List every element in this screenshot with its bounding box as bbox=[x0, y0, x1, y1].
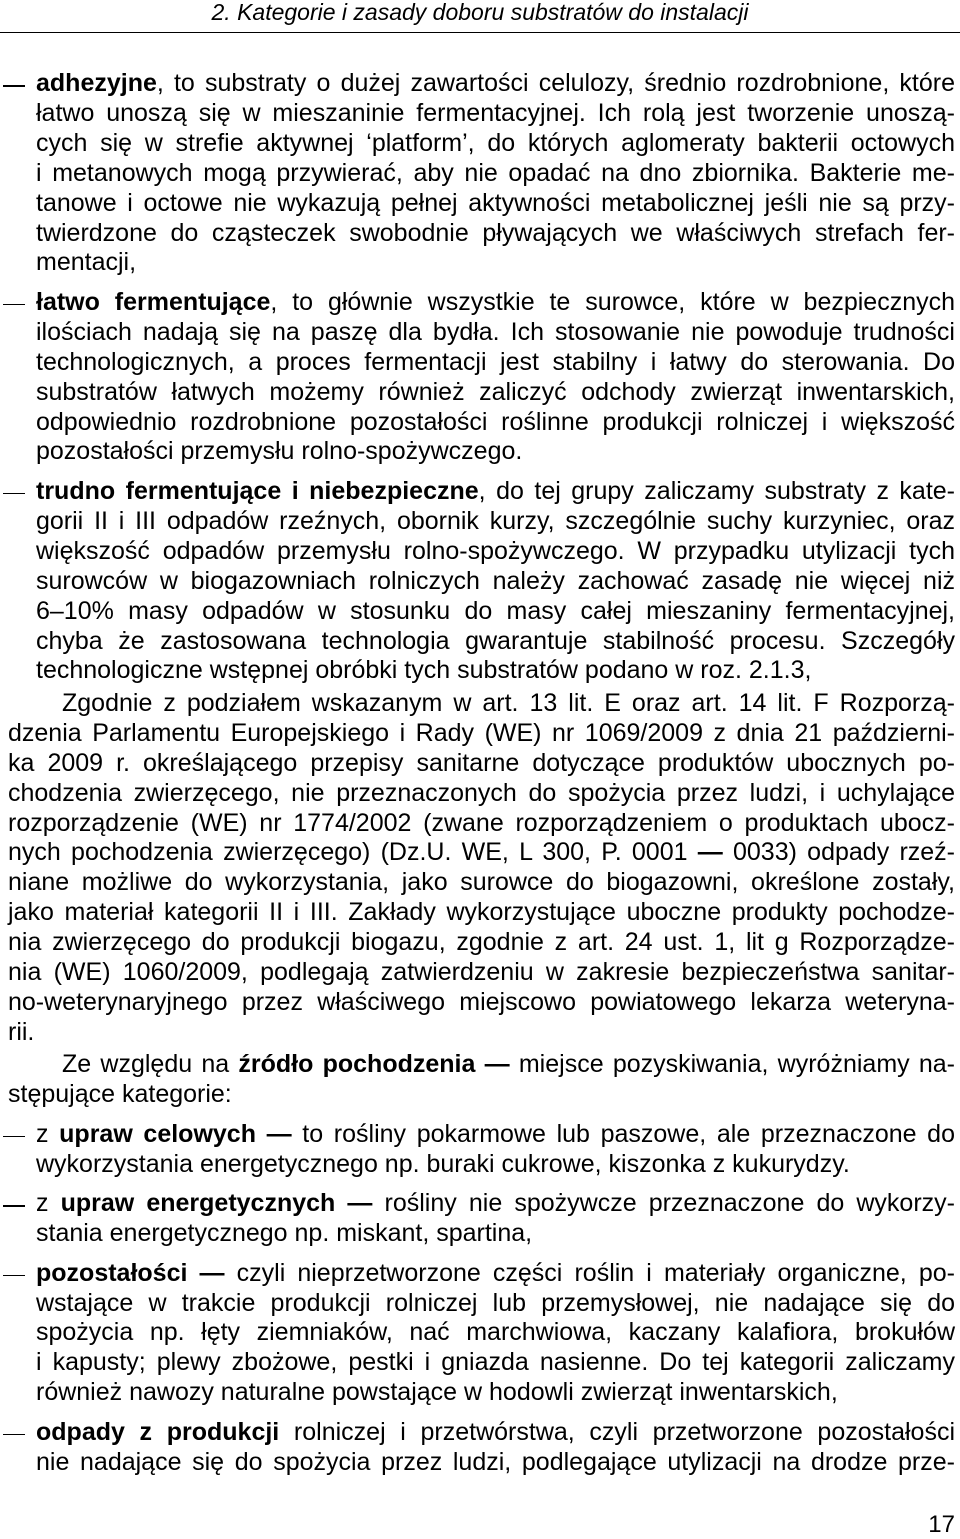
text-run: Zgodnie z podziałem wskazanym w art. 13 lit. E oraz art. 14 lit. F Rozporzą- bbox=[62, 688, 955, 717]
list-item bbox=[0, 477, 955, 686]
running-header-title: 2. Kategorie i zasady doboru substratów do instalacji bbox=[211, 0, 749, 25]
text-run: nych pochodzenia zwierzęcego) (Dz.U. WE, L 300, P. 0001 bbox=[8, 838, 698, 867]
text-line bbox=[36, 1378, 955, 1408]
text-run: czyli nieprzetworzone części roślin i materiały organiczne, po- bbox=[224, 1258, 955, 1287]
text-run: mentacji, bbox=[36, 248, 137, 277]
text-line bbox=[8, 719, 955, 749]
text-run: Ze względu na bbox=[62, 1050, 239, 1079]
text-line bbox=[8, 838, 955, 868]
text-line bbox=[8, 988, 955, 1018]
page-number: 17 bbox=[928, 1511, 955, 1538]
text-run: ilościach nadają się na paszę dla bydła. Ich stosowanie nie powoduje trudności bbox=[36, 317, 955, 346]
text-run: stępujące kategorie: bbox=[8, 1080, 232, 1109]
bold-term: upraw celowych — bbox=[59, 1119, 292, 1148]
text-line bbox=[36, 567, 955, 597]
text-line bbox=[36, 1318, 955, 1348]
text-line bbox=[36, 248, 955, 278]
text-run: z bbox=[36, 1119, 60, 1148]
text-line bbox=[36, 159, 955, 189]
bold-term: adhezyjne bbox=[36, 69, 157, 97]
text-run: rozporządzenie (WE) nr 1774/2002 (zwane rozporządzeniem o produktach ubocz- bbox=[8, 808, 955, 837]
text-run: twierdzone do cząsteczek swobodnie pływających we właściwych strefach fer- bbox=[36, 218, 955, 247]
text-line bbox=[36, 99, 955, 129]
text-line bbox=[36, 1348, 955, 1378]
text-run: niane możliwe do wykorzystania, jako surowce do biogazowni, określone zostały, bbox=[8, 868, 955, 897]
paragraph bbox=[0, 1050, 955, 1110]
text-run: to rośliny pokarmowe lub paszowe, ale przeznaczone do bbox=[291, 1119, 955, 1148]
text-line bbox=[36, 597, 955, 627]
list-item bbox=[0, 1189, 955, 1249]
text-line bbox=[8, 749, 955, 779]
list-dash-bullet bbox=[3, 304, 25, 306]
text-run: tanowe i octowe nie wykazują pełnej aktywności metabolicznej jeśli nie są przy- bbox=[36, 188, 955, 217]
text-run: , to głównie wszystkie te surowce, które w bezpiecznych bbox=[270, 287, 956, 316]
list-item bbox=[0, 69, 955, 278]
text-run: z bbox=[36, 1189, 61, 1218]
text-run: , to substraty o dużej zawartości celulozy, średnio rozdrobnione, które bbox=[156, 69, 955, 97]
text-line bbox=[36, 189, 955, 219]
list-dash-bullet bbox=[3, 1434, 25, 1436]
text-line bbox=[36, 1259, 955, 1289]
list-dash-bullet bbox=[3, 1205, 25, 1207]
text-line bbox=[36, 1418, 955, 1448]
text-run: chodzenia zwierzęcego, nie przeznaczonych do spożycia przez ludzi, i uchylające bbox=[8, 778, 955, 807]
text-run: gorii II i III odpadów rzeźnych, obornik kurzy, szczególnie suchy kurzyniec, oraz bbox=[36, 506, 955, 535]
text-run: pozostałości przemysłu rolno-spożywczego. bbox=[36, 437, 523, 466]
list-dash-bullet bbox=[3, 1275, 25, 1277]
text-run: technologiczne wstępnej obróbki tych substratów podano w roz. 2.1.3, bbox=[36, 656, 812, 685]
text-run: technologicznych, a proces fermentacji jest stabilny i łatwy do sterowania. Do bbox=[36, 347, 955, 376]
text-run: nia zwierzęcego do produkcji biogazu, zgodnie z art. 24 ust. 1, lit g Rozporządze- bbox=[8, 928, 955, 957]
text-run: 0033) odpady rzeź- bbox=[722, 838, 955, 867]
text-line bbox=[36, 627, 955, 657]
text-line bbox=[8, 1050, 955, 1080]
text-run: wykorzystania energetycznego np. buraki cukrowe, kiszonka z kukurydzy. bbox=[36, 1149, 850, 1178]
text-line bbox=[36, 288, 955, 318]
text-line bbox=[36, 378, 955, 408]
text-run: również nawozy naturalne powstające w hodowli zwierząt inwentarskich, bbox=[36, 1378, 838, 1407]
text-run: odpowiednio rozdrobnione pozostałości roślinne produkcji rolniczej i większość bbox=[36, 407, 955, 436]
list-dash-bullet bbox=[3, 493, 25, 495]
bold-term: trudno fermentujące i niebezpieczne bbox=[36, 476, 479, 505]
text-run: substratów łatwych możemy również zaliczyć odchody zwierząt inwentarskich, bbox=[36, 377, 955, 406]
text-run: stania energetycznego np. miskant, spartina, bbox=[36, 1219, 533, 1248]
text-run: i metanowych mogą przywierać, aby nie opadać na dno zbiornika. Bakterie me- bbox=[36, 158, 955, 187]
list-item bbox=[0, 1120, 955, 1180]
header-rule bbox=[0, 32, 960, 33]
text-run: ka 2009 r. określającego przepisy sanitarne dotyczące produktów ubocznych po- bbox=[8, 748, 955, 777]
text-run: surowców w biogazowniach rolniczych należy zachować zasadę nie więcej niż bbox=[36, 566, 955, 595]
bold-term: łatwo fermentujące bbox=[36, 287, 271, 316]
text-line bbox=[8, 898, 955, 928]
text-run: 6–10% masy odpadów w stosunku do masy całej mieszaniny fermentacyjnej, bbox=[36, 596, 955, 625]
text-line bbox=[8, 928, 955, 958]
text-run: jako materiał kategorii II i III. Zakłady wykorzystujące uboczne produkty pochodze- bbox=[8, 898, 955, 927]
text-line bbox=[36, 129, 955, 159]
bold-term: odpady z produkcji bbox=[36, 1417, 280, 1446]
bold-term: źródło pochodzenia — bbox=[238, 1050, 510, 1079]
text-run: spożycia np. łęty ziemniaków, nać marchwiowa, kaczany kalafiora, brokułów bbox=[36, 1318, 955, 1347]
list-item bbox=[0, 288, 955, 467]
text-run: rii. bbox=[8, 1017, 35, 1046]
text-line bbox=[36, 1120, 955, 1150]
paragraph bbox=[0, 689, 955, 1048]
text-run: , do tej grupy zaliczamy substraty z kate- bbox=[478, 476, 956, 505]
text-run: miejsce pozyskiwania, wyróżniamy na- bbox=[509, 1050, 955, 1079]
document-body bbox=[0, 69, 955, 1478]
text-run: łatwo unoszą się w mieszaninie fermentacyjnej. Ich rolą jest tworzenie unoszą- bbox=[36, 98, 955, 127]
text-line bbox=[8, 1080, 955, 1110]
text-run: większość odpadów przemysłu rolno-spożywczego. W przypadku utylizacji tych bbox=[36, 536, 955, 565]
text-line bbox=[36, 1289, 955, 1319]
text-run: cych się w strefie aktywnej ‘platform’, do których aglomeraty bakterii octowych bbox=[36, 128, 955, 157]
list-dash-bullet bbox=[3, 1136, 25, 1138]
text-run: nie nadające się do spożycia przez ludzi, podlegające utylizacji na drodze prze- bbox=[36, 1447, 955, 1476]
text-run: no-weterynaryjnego przez właściwego miejscowo powiatowego lekarza weteryna- bbox=[8, 987, 955, 1016]
text-run: i kapusty; plewy zbożowe, pestki i gniazda nasienne. Do tej kategorii zaliczamy bbox=[36, 1348, 955, 1377]
list-item bbox=[0, 1259, 955, 1409]
text-run: rolniczej i przetwórstwa, czyli przetworzone pozostałości bbox=[279, 1417, 955, 1446]
text-line bbox=[8, 809, 955, 839]
text-run: chyba że zastosowana technologia gwarantuje stabilność procesu. Szczegóły bbox=[36, 626, 955, 655]
bold-term: pozostałości — bbox=[36, 1258, 225, 1287]
text-line bbox=[36, 219, 955, 249]
text-line bbox=[36, 1189, 955, 1219]
text-line bbox=[8, 1018, 955, 1048]
bold-term: — bbox=[697, 838, 723, 867]
text-line bbox=[36, 348, 955, 378]
text-line bbox=[36, 1448, 955, 1478]
text-line bbox=[36, 437, 955, 467]
text-line bbox=[36, 537, 955, 567]
text-line bbox=[36, 318, 955, 348]
list-dash-bullet bbox=[3, 85, 25, 87]
text-line bbox=[8, 958, 955, 988]
text-line bbox=[36, 69, 955, 99]
text-run: nia (WE) 1060/2009, podlegają zatwierdzeniu w zakresie bezpieczeństwa sanitar- bbox=[8, 958, 955, 987]
text-line bbox=[8, 868, 955, 898]
text-line bbox=[36, 408, 955, 438]
text-run: rośliny nie spożywcze przeznaczone do wykorzy- bbox=[372, 1189, 955, 1218]
text-line bbox=[8, 779, 955, 809]
text-line bbox=[36, 507, 955, 537]
text-run: dzenia Parlamentu Europejskiego i Rady (WE) nr 1069/2009 z dnia 21 październi- bbox=[8, 718, 955, 747]
bold-term: upraw energetycznych — bbox=[60, 1189, 373, 1218]
list-item bbox=[0, 1418, 955, 1478]
text-line bbox=[36, 1150, 955, 1180]
text-line bbox=[36, 1219, 955, 1249]
running-header bbox=[0, 0, 960, 25]
text-line bbox=[36, 656, 955, 686]
text-line bbox=[8, 689, 955, 719]
text-line bbox=[36, 477, 955, 507]
text-run: wstające w trakcie produkcji rolniczej lub przemysłowej, nie nadające się do bbox=[36, 1288, 955, 1317]
